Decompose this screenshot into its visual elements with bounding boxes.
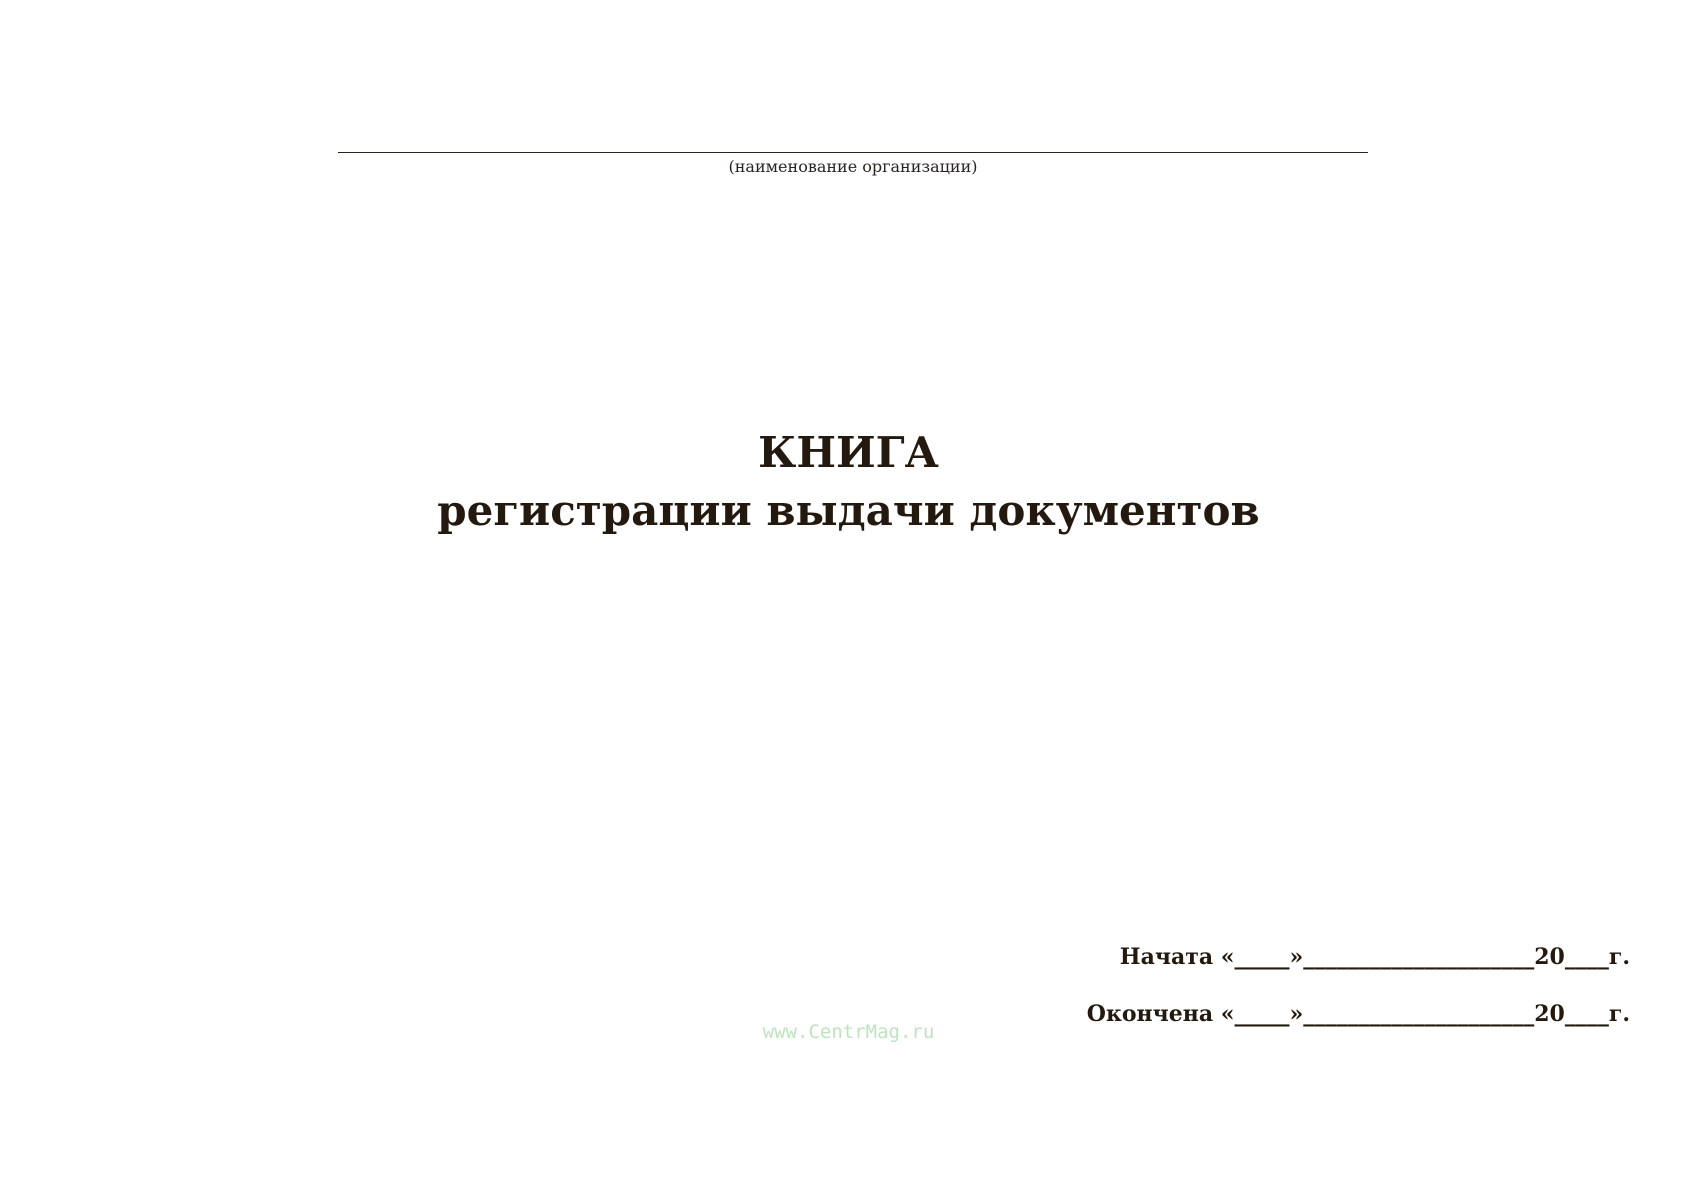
watermark: www.CentrMag.ru — [762, 1021, 935, 1043]
title-subtitle: регистрации выдачи документов — [437, 486, 1260, 535]
organization-name-line — [338, 152, 1368, 153]
organization-caption: (наименование организации) — [728, 157, 978, 176]
started-date-line: Начата «_____»_____________________20____г. — [1119, 944, 1630, 970]
title-main: КНИГА — [758, 428, 939, 477]
finished-date-line: Окончена «_____»_____________________20____г. — [1086, 1001, 1630, 1027]
document-title — [0, 424, 1697, 540]
